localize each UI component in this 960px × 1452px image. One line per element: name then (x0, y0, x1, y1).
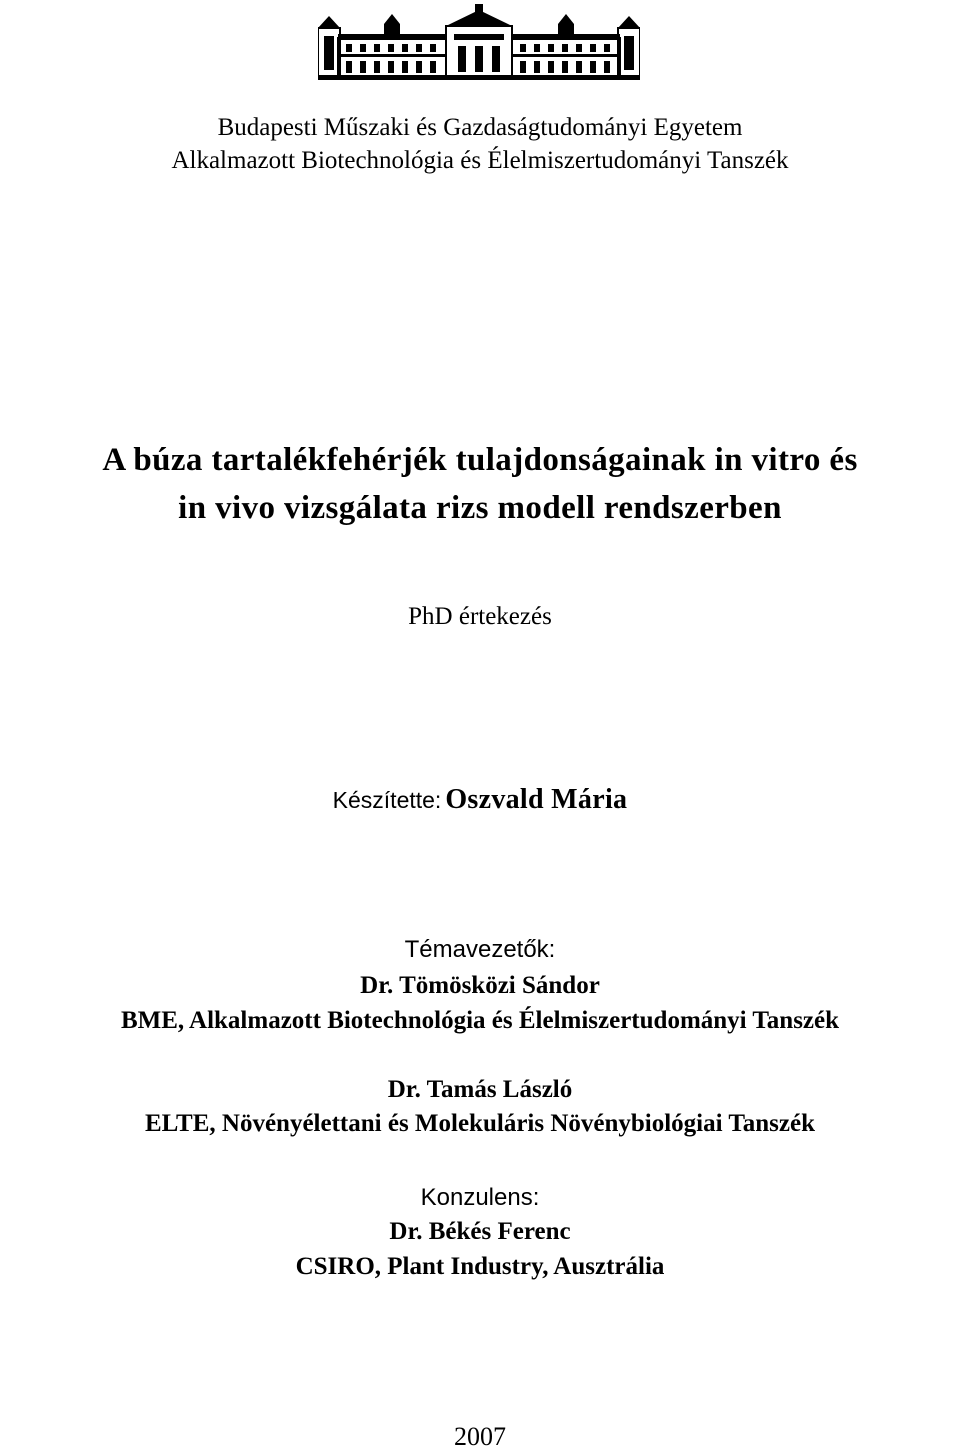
author-line (0, 784, 960, 816)
supervisor-1-name: Dr. Tömösközi Sándor (360, 972, 600, 999)
thesis-title-line-2: in vivo vizsgálata rizs modell rendszerben (178, 490, 782, 526)
supervisor-1-affiliation: BME, Alkalmazott Biotechnológia és Élelmiszertudományi Tanszék (120, 1007, 840, 1034)
department-name: Alkalmazott Biotechnológia és Élelmiszertudományi Tanszék (171, 147, 789, 174)
year: 2007 (454, 1422, 506, 1451)
author-label: Készítette: (332, 787, 442, 813)
consultant-affiliation: CSIRO, Plant Industry, Ausztrália (295, 1253, 665, 1280)
supervisor-2-name: Dr. Tamás László (387, 1076, 573, 1103)
university-name: Budapesti Műszaki és Gazdaságtudományi Egyetem (217, 114, 743, 141)
university-building-logo-icon (318, 4, 640, 82)
thesis-type: PhD értekezés (408, 603, 552, 630)
supervisors-label: Témavezetők: (404, 936, 556, 963)
thesis-title-line-1: A búza tartalékfehérjék tulajdonságainak in vitro és (102, 442, 858, 478)
supervisor-2-affiliation: ELTE, Növényélettani és Molekuláris Növénybiológiai Tanszék (145, 1110, 815, 1137)
consultant-name: Dr. Békés Ferenc (389, 1218, 571, 1245)
author-name: Oszvald Mária (445, 784, 628, 815)
consultant-label: Konzulens: (420, 1184, 540, 1211)
